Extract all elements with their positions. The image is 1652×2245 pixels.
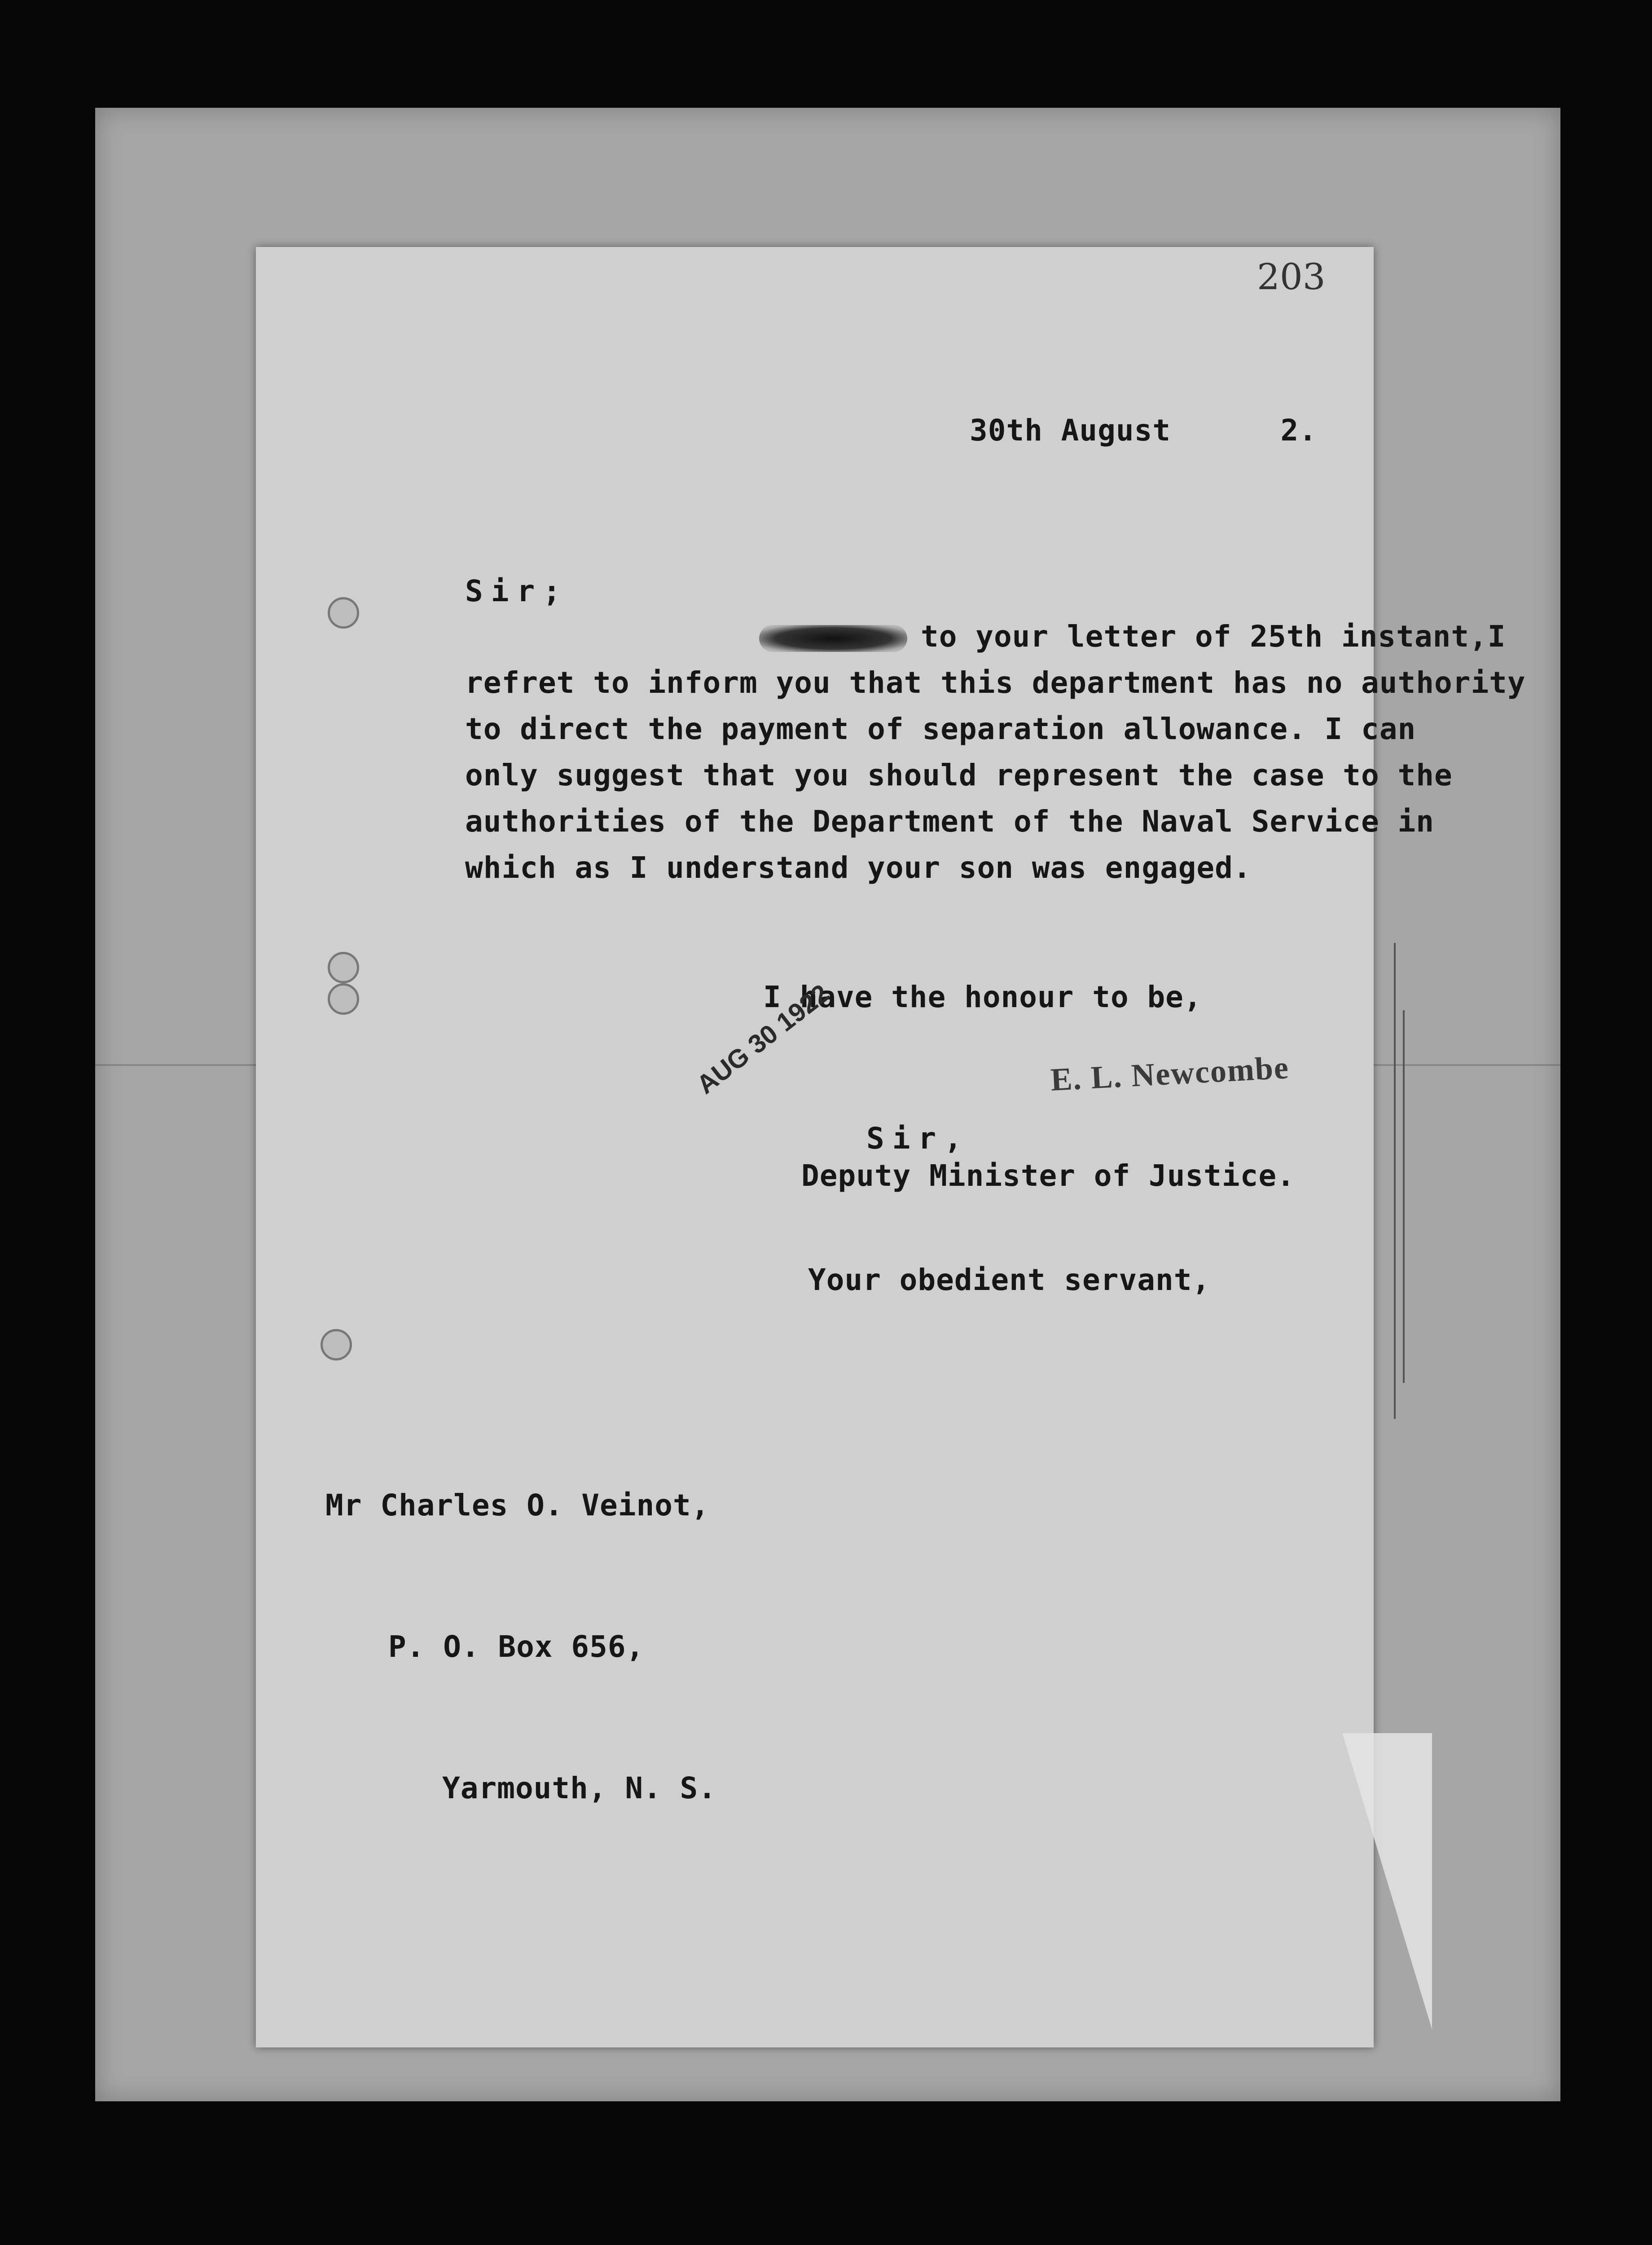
body-line: to direct the payment of separation allowance. I can [465, 712, 1416, 746]
address-line: Yarmouth, N. S. [442, 1771, 717, 1805]
pencil-mark [1403, 1010, 1405, 1383]
punch-hole [328, 952, 359, 983]
punch-hole [328, 597, 359, 629]
closing-line: I have the honour to be, [763, 980, 1202, 1014]
signature: E. L. Newcombe [1050, 1049, 1290, 1098]
address-line: P. O. Box 656, [388, 1629, 645, 1664]
address-line: Mr Charles O. Veinot, [325, 1488, 710, 1523]
received-date-stamp: AUG 30 1922 [691, 978, 835, 1100]
closing-line: Your obedient servant, [808, 1263, 1211, 1297]
body-line: which as I understand your son was engaged. [465, 850, 1252, 885]
body-line: authorities of the Department of the Naval Service in [465, 804, 1434, 839]
salutation: Sir; [465, 574, 569, 608]
page-curl [1342, 1733, 1432, 2029]
letter-body [465, 613, 1526, 891]
body-line: refret to inform you that this department has no authority [465, 665, 1526, 700]
punch-hole [328, 983, 359, 1015]
redaction-smudge [759, 625, 907, 652]
pencil-mark [1394, 943, 1396, 1419]
closing-block [763, 879, 1210, 1351]
recipient-address [325, 1387, 716, 1859]
page-number: 203 [1257, 256, 1326, 298]
body-line: to your letter of 25th instant,I [921, 619, 1506, 654]
signer-title: Deputy Minister of Justice. [801, 1158, 1295, 1193]
punch-hole [321, 1329, 352, 1360]
closing-line: Sir, [866, 1121, 970, 1156]
body-line: only suggest that you should represent the case to the [465, 758, 1453, 792]
letter-date: 30th August 2. [970, 413, 1317, 448]
